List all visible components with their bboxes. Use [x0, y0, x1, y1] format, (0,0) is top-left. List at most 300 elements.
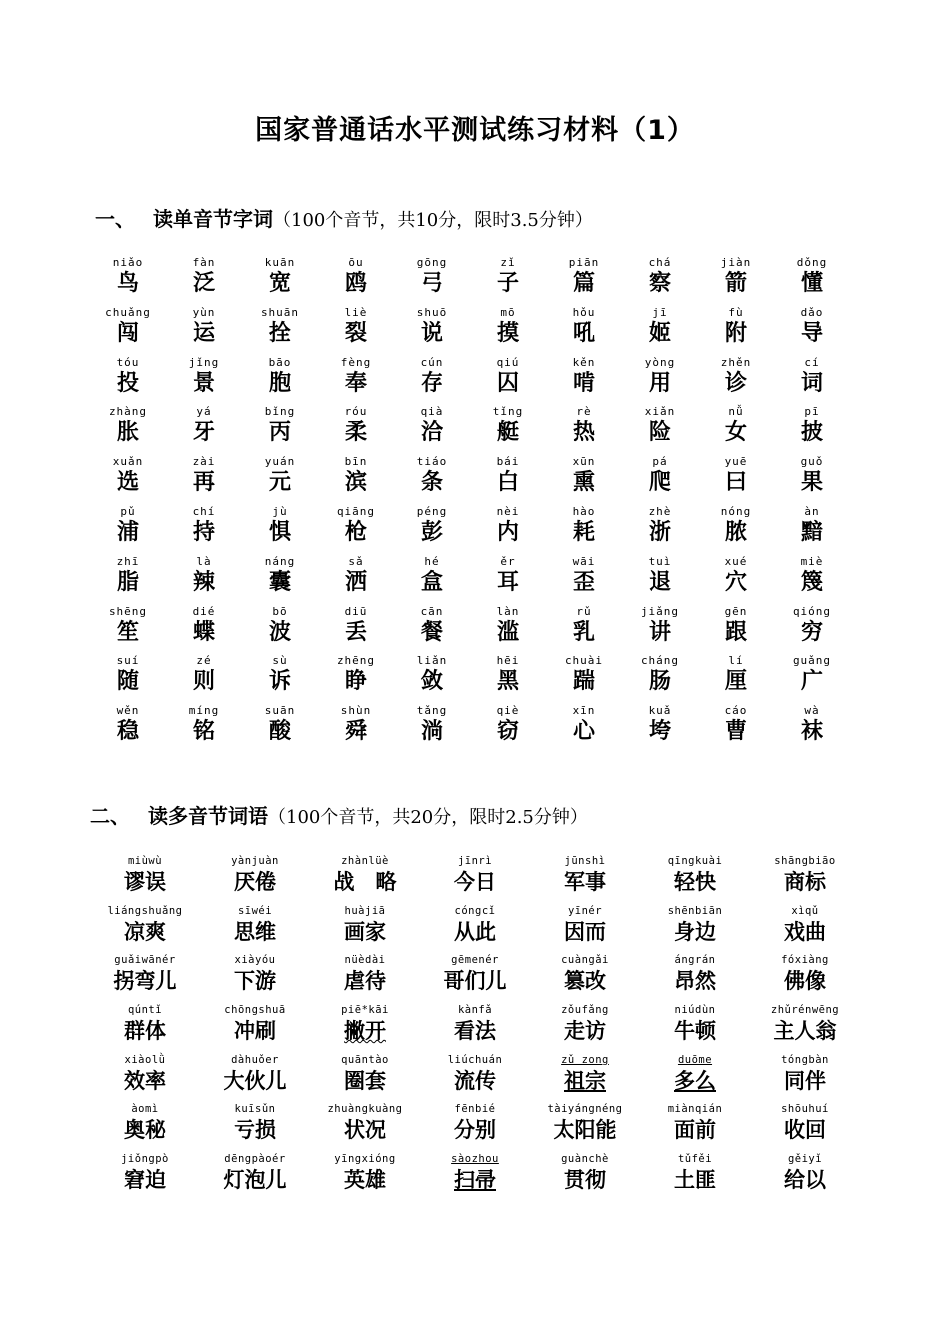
hanzi: 餐 — [420, 618, 443, 645]
pinyin: shēnbiān — [667, 904, 723, 917]
pinyin: jī — [652, 305, 668, 319]
syllable-item — [698, 256, 774, 306]
pinyin: dǎo — [800, 305, 824, 319]
hanzi: 稳 — [116, 718, 139, 745]
syllable-item — [242, 306, 318, 356]
hanzi: 柔 — [344, 419, 367, 446]
syllable-item — [546, 405, 622, 455]
pinyin: qīngkuài — [667, 855, 723, 867]
syllable-item — [242, 654, 318, 704]
word-item — [750, 1054, 860, 1104]
syllable-item — [698, 654, 774, 704]
word-item — [530, 1103, 640, 1153]
hanzi: 贯彻 — [564, 1167, 606, 1193]
hanzi: 弓 — [420, 270, 443, 296]
hanzi: 画家 — [344, 918, 386, 944]
word-item — [750, 855, 860, 905]
syllable-item — [622, 605, 698, 655]
syllable-item — [242, 505, 318, 555]
pinyin: sīwéi — [237, 904, 273, 917]
syllable-item — [622, 654, 698, 704]
pinyin: ōu — [348, 256, 364, 269]
hanzi: 谬误 — [124, 869, 166, 894]
syllable-item — [90, 605, 166, 655]
pinyin: jǐng — [188, 355, 220, 369]
syllable-item — [166, 704, 242, 754]
syllable-item — [622, 306, 698, 356]
word-item — [310, 855, 420, 905]
pinyin: hēi — [496, 654, 520, 668]
pinyin: niǎo — [112, 256, 144, 269]
pinyin: dàhuǒer — [231, 1053, 279, 1066]
hanzi: 熏 — [572, 469, 595, 496]
syllable-item — [698, 405, 774, 455]
hanzi: 虐待 — [344, 968, 386, 994]
hanzi: 浙 — [648, 518, 671, 545]
word-item — [200, 1004, 310, 1054]
pinyin: zhuàngkuàng — [327, 1103, 403, 1116]
hanzi: 惧 — [268, 518, 291, 545]
hanzi: 胞 — [268, 369, 291, 396]
section-2-heading — [90, 800, 588, 829]
pinyin: bái — [496, 455, 520, 469]
syllable-item — [90, 505, 166, 555]
syllable-item — [166, 256, 242, 306]
pinyin: yīnér — [567, 904, 603, 917]
hanzi: 滥 — [496, 618, 519, 645]
section-1-note: （100个音节，共10分，限时3.5分钟） — [273, 210, 593, 231]
section-2-name: 读多音节词语 — [148, 804, 268, 828]
pinyin: huàjiā — [344, 904, 386, 917]
hanzi: 走访 — [564, 1018, 606, 1044]
pinyin: nüèdài — [344, 954, 386, 967]
hanzi: 则 — [192, 668, 215, 695]
hanzi: 枪 — [344, 518, 367, 545]
pinyin: bǐng — [264, 405, 296, 419]
syllable-item — [546, 605, 622, 655]
hanzi: 退 — [648, 568, 671, 595]
hanzi: 滨 — [344, 469, 367, 496]
pinyin: fèng — [340, 355, 372, 369]
hanzi: 箭 — [724, 270, 747, 296]
pinyin: ángrán — [674, 954, 716, 967]
hanzi: 泛 — [192, 270, 215, 296]
word-item — [750, 1004, 860, 1054]
syllable-item — [90, 704, 166, 754]
word-item — [420, 1004, 530, 1054]
hanzi: 耗 — [572, 518, 595, 545]
pinyin: yuán — [264, 455, 296, 469]
syllable-item — [90, 555, 166, 605]
hanzi: 面前 — [674, 1117, 716, 1143]
word-item — [750, 1103, 860, 1153]
hanzi: 奉 — [344, 369, 367, 396]
pinyin: cóngcǐ — [454, 904, 496, 917]
syllable-item — [470, 455, 546, 505]
pinyin: qióng — [792, 604, 832, 618]
section-2-note: （100个音节，共20分，限时2.5分钟） — [268, 807, 588, 828]
syllable-item — [318, 555, 394, 605]
hanzi: 险 — [648, 419, 671, 446]
hanzi: 丢 — [344, 618, 367, 645]
pinyin: fàn — [192, 256, 216, 269]
word-item — [530, 1153, 640, 1203]
pinyin: zhī — [116, 554, 140, 568]
syllable-item — [774, 704, 850, 754]
word-item — [640, 954, 750, 1004]
word-item — [200, 905, 310, 955]
word-item — [640, 855, 750, 905]
pinyin: qià — [420, 405, 444, 419]
syllable-item — [242, 455, 318, 505]
pinyin: cān — [420, 604, 444, 618]
hanzi: 收回 — [784, 1117, 826, 1143]
hanzi: 厌倦 — [234, 869, 276, 894]
hanzi: 热 — [572, 419, 595, 446]
hanzi: 再 — [192, 469, 215, 496]
pinyin: róu — [344, 405, 368, 419]
hanzi: 踹 — [572, 668, 595, 695]
pinyin: hào — [572, 504, 596, 518]
pinyin: guǎng — [792, 654, 832, 668]
syllable-item — [470, 356, 546, 406]
hanzi: 囚 — [496, 369, 519, 396]
pinyin: jūnshì — [564, 855, 606, 867]
pinyin: bō — [272, 604, 288, 618]
word-item — [750, 1153, 860, 1203]
hanzi: 察 — [648, 270, 671, 296]
pinyin: cí — [804, 355, 820, 369]
hanzi: 彭 — [420, 518, 443, 545]
word-item — [420, 1103, 530, 1153]
syllable-item — [774, 505, 850, 555]
pinyin: pī — [804, 405, 820, 419]
pinyin: jù — [272, 504, 288, 518]
word-item — [90, 905, 200, 955]
pinyin: hǒu — [572, 305, 596, 319]
word-item — [310, 1103, 420, 1153]
hanzi: 胀 — [116, 419, 139, 446]
syllable-item — [318, 256, 394, 306]
pinyin: qiú — [496, 355, 520, 369]
syllable-item — [698, 704, 774, 754]
pinyin: cún — [420, 355, 444, 369]
syllable-item — [318, 605, 394, 655]
syllable-item — [394, 505, 470, 555]
pinyin: yuē — [724, 455, 748, 469]
syllable-item — [622, 704, 698, 754]
word-item — [420, 1153, 530, 1203]
word-item — [640, 1004, 750, 1054]
word-item — [200, 855, 310, 905]
section-2-number: 二、 — [90, 804, 130, 828]
hanzi: 辣 — [192, 568, 215, 595]
word-item — [420, 954, 530, 1004]
syllable-item — [318, 654, 394, 704]
syllable-item — [166, 654, 242, 704]
syllable-item — [318, 405, 394, 455]
pinyin: zǒufǎng — [561, 1004, 609, 1017]
pinyin: zǔ zong — [561, 1053, 609, 1066]
hanzi: 今日 — [454, 869, 496, 894]
hanzi: 拐弯儿 — [113, 968, 177, 994]
pinyin: qiè — [496, 704, 520, 718]
hanzi: 摸 — [496, 319, 519, 346]
pinyin: làn — [496, 604, 520, 618]
pinyin: tuì — [648, 554, 672, 568]
pinyin: wà — [804, 704, 820, 718]
hanzi: 啃 — [572, 369, 595, 396]
pinyin: qúntǐ — [127, 1004, 163, 1017]
syllable-item — [546, 704, 622, 754]
pinyin: gēn — [724, 604, 748, 618]
word-item — [90, 1103, 200, 1153]
syllable-item — [394, 605, 470, 655]
pinyin: wěn — [116, 704, 140, 718]
pinyin: xiàolǜ — [124, 1053, 166, 1066]
pinyin: piān — [568, 256, 600, 269]
pinyin: lí — [728, 654, 744, 668]
hanzi: 效率 — [124, 1067, 166, 1093]
hanzi: 鸥 — [344, 270, 367, 296]
pinyin: miànqián — [667, 1103, 723, 1116]
syllable-item — [90, 356, 166, 406]
pinyin: zhànlüè — [341, 855, 389, 867]
pinyin: pá — [652, 455, 668, 469]
pinyin: zhàng — [108, 405, 148, 419]
hanzi: 分别 — [454, 1117, 496, 1143]
syllable-item — [546, 306, 622, 356]
syllable-item — [622, 356, 698, 406]
syllable-item — [166, 306, 242, 356]
hanzi: 内 — [496, 518, 519, 545]
pinyin: zǐ — [500, 256, 516, 269]
hanzi: 投 — [116, 369, 139, 396]
hanzi: 女 — [724, 419, 747, 446]
pinyin: diū — [344, 604, 368, 618]
hanzi: 轻快 — [674, 869, 716, 894]
syllable-item — [546, 505, 622, 555]
hanzi: 篇 — [572, 270, 595, 296]
word-item — [420, 905, 530, 955]
hanzi: 戏曲 — [784, 918, 826, 944]
word-item — [90, 954, 200, 1004]
hanzi: 吼 — [572, 319, 595, 346]
syllable-item — [774, 356, 850, 406]
hanzi: 黯 — [800, 518, 823, 545]
hanzi: 淌 — [420, 718, 443, 745]
pinyin: mō — [500, 305, 516, 319]
hanzi: 英雄 — [344, 1167, 386, 1193]
pinyin: bīn — [344, 455, 368, 469]
hanzi: 耳 — [496, 568, 519, 595]
hanzi: 元 — [268, 469, 291, 496]
syllable-item — [90, 654, 166, 704]
hanzi: 灯泡儿 — [223, 1167, 287, 1193]
word-item — [530, 905, 640, 955]
pinyin: fóxiàng — [781, 954, 829, 967]
pinyin: hé — [424, 554, 440, 568]
hanzi: 运 — [192, 319, 215, 346]
pinyin: guǒ — [800, 455, 824, 469]
hanzi: 袜 — [800, 718, 823, 745]
pinyin: yùn — [192, 305, 216, 319]
pinyin: fù — [728, 305, 744, 319]
syllable-item — [470, 555, 546, 605]
hanzi: 思维 — [234, 918, 276, 944]
pinyin: àomì — [131, 1103, 159, 1116]
pinyin: guǎiwānér — [114, 954, 176, 967]
syllable-item — [470, 505, 546, 555]
pinyin: kuǎ — [648, 704, 672, 718]
hanzi: 笙 — [116, 618, 139, 645]
hanzi: 诉 — [268, 668, 291, 695]
syllable-item — [546, 455, 622, 505]
hanzi: 宽 — [268, 270, 291, 296]
pinyin: yīngxióng — [334, 1153, 396, 1166]
pinyin: wāi — [572, 554, 596, 568]
pinyin: chí — [192, 504, 216, 518]
syllable-item — [546, 555, 622, 605]
word-item — [530, 855, 640, 905]
syllable-item — [242, 704, 318, 754]
word-item — [310, 1004, 420, 1054]
pinyin: kuīsǔn — [234, 1103, 276, 1116]
hanzi: 下游 — [234, 968, 276, 994]
syllable-item — [698, 555, 774, 605]
pinyin: péng — [416, 504, 448, 518]
hanzi: 祖宗 — [564, 1067, 606, 1093]
syllable-item — [318, 306, 394, 356]
syllable-item — [166, 555, 242, 605]
hanzi: 脓 — [724, 518, 747, 545]
hanzi: 歪 — [572, 568, 595, 595]
hanzi: 懂 — [800, 270, 823, 296]
hanzi: 土匪 — [674, 1167, 716, 1193]
syllable-item — [166, 405, 242, 455]
pinyin: piē*kāi — [341, 1004, 389, 1017]
hanzi: 亏损 — [234, 1117, 276, 1143]
hanzi: 洒 — [344, 568, 367, 595]
hanzi: 曰 — [724, 469, 747, 496]
syllable-item — [622, 256, 698, 306]
word-item — [750, 905, 860, 955]
pinyin: xuǎn — [112, 455, 144, 469]
syllable-item — [546, 654, 622, 704]
pinyin: shùn — [340, 704, 372, 718]
word-item — [640, 1103, 750, 1153]
syllable-item — [90, 306, 166, 356]
hanzi: 闯 — [116, 319, 139, 346]
pinyin: duōme — [677, 1053, 713, 1066]
syllable-item — [166, 605, 242, 655]
word-item — [530, 1004, 640, 1054]
pinyin: suí — [116, 654, 140, 668]
word-item — [530, 1054, 640, 1104]
syllable-item — [394, 654, 470, 704]
pinyin: cuàngǎi — [561, 954, 609, 967]
pinyin: niúdùn — [674, 1004, 716, 1017]
hanzi: 用 — [648, 369, 671, 396]
pinyin: yòng — [644, 355, 676, 369]
hanzi: 姬 — [648, 319, 671, 346]
polysyllable-grid — [90, 855, 860, 1203]
pinyin: kànfǎ — [457, 1004, 493, 1017]
syllable-item — [698, 505, 774, 555]
pinyin: xiǎn — [644, 405, 676, 419]
page-title: 国家普通话水平测试练习材料（1） — [255, 115, 695, 146]
pinyin: xiàyóu — [234, 954, 276, 967]
syllable-item — [394, 356, 470, 406]
pinyin: míng — [188, 704, 220, 718]
pinyin: liè — [344, 305, 368, 319]
pinyin: zhēng — [336, 654, 376, 668]
hanzi: 敛 — [420, 668, 443, 695]
hanzi: 冲刷 — [234, 1018, 276, 1044]
hanzi: 随 — [116, 668, 139, 695]
pinyin: liángshuǎng — [107, 904, 183, 917]
syllable-item — [166, 455, 242, 505]
syllable-item — [774, 455, 850, 505]
pinyin: zhěn — [720, 355, 752, 369]
word-item — [310, 905, 420, 955]
hanzi: 厘 — [724, 668, 747, 695]
hanzi: 附 — [724, 319, 747, 346]
hanzi: 持 — [192, 518, 215, 545]
syllable-item — [698, 356, 774, 406]
syllable-item — [774, 306, 850, 356]
pinyin: xìqǔ — [791, 904, 819, 917]
hanzi: 因而 — [564, 918, 606, 944]
pinyin: tàiyángnéng — [547, 1103, 623, 1116]
syllable-item — [546, 356, 622, 406]
syllable-item — [90, 256, 166, 306]
hanzi: 群体 — [124, 1018, 166, 1044]
hanzi: 主人翁 — [773, 1018, 837, 1044]
syllable-item — [774, 605, 850, 655]
pinyin: xīn — [572, 704, 596, 718]
hanzi: 哥们儿 — [443, 968, 507, 994]
syllable-item — [318, 505, 394, 555]
pinyin: zhǔrénwēng — [770, 1004, 840, 1017]
pinyin: tǎng — [416, 704, 448, 718]
hanzi: 心 — [572, 718, 595, 745]
hanzi: 窘迫 — [124, 1167, 166, 1193]
hanzi: 篾 — [800, 568, 823, 595]
word-item — [640, 1054, 750, 1104]
hanzi: 洽 — [420, 419, 443, 446]
monosyllable-grid — [90, 256, 850, 754]
pinyin: zé — [196, 654, 212, 668]
syllable-item — [622, 505, 698, 555]
hanzi: 肠 — [648, 668, 671, 695]
hanzi: 盒 — [420, 568, 443, 595]
hanzi: 篡改 — [564, 968, 606, 994]
pinyin: dié — [192, 604, 216, 618]
hanzi: 穴 — [724, 568, 747, 595]
pinyin: qiāng — [336, 504, 376, 518]
pinyin: shēng — [108, 604, 148, 618]
pinyin: cáo — [724, 704, 748, 718]
pinyin: yá — [196, 405, 212, 419]
syllable-item — [242, 605, 318, 655]
word-item — [420, 855, 530, 905]
word-item — [310, 1153, 420, 1203]
hanzi: 垮 — [648, 718, 671, 745]
hanzi: 窃 — [496, 718, 519, 745]
pinyin: dǒng — [796, 256, 828, 269]
section-1-name: 读单音节字词 — [153, 207, 273, 231]
